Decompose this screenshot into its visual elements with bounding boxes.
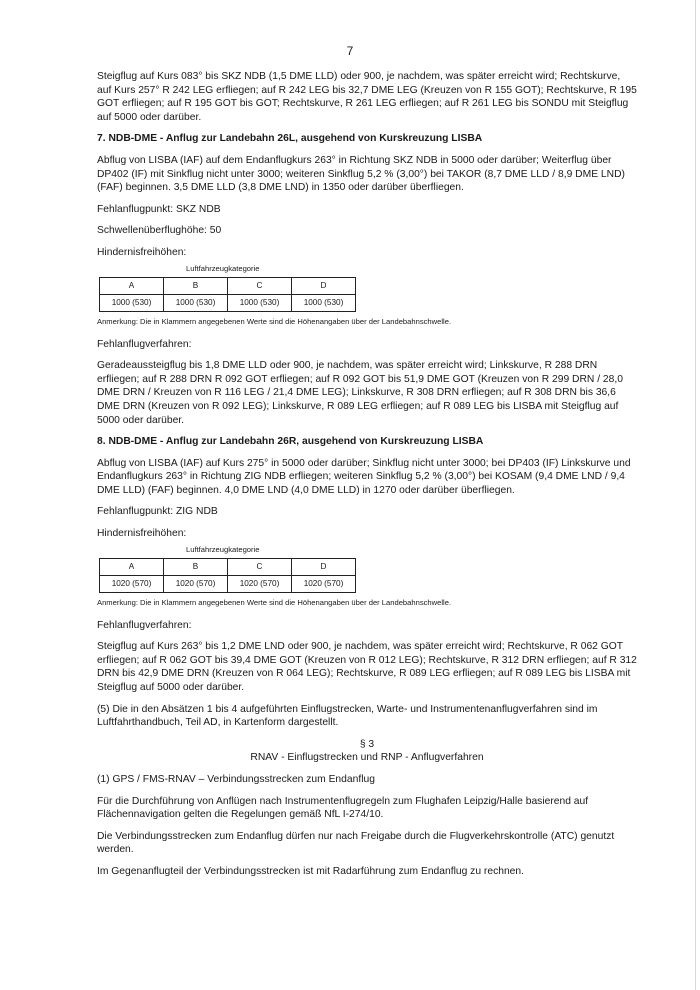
section-8-missed-approach-label: Fehlanflugverfahren:	[97, 619, 192, 631]
table-cell: 1000 (530)	[292, 294, 356, 311]
table-cell: 1000 (530)	[100, 294, 164, 311]
section-7-missed-approach-point: Fehlanflugpunkt: SKZ NDB	[97, 203, 221, 215]
section-7-obstacle-label: Hindernisfreihöhen:	[97, 246, 187, 258]
table-header-row	[100, 558, 356, 575]
table-row	[100, 294, 356, 311]
section-7-note: Anmerkung: Die in Klammern angegebenen Werte sind die Höhenangaben über der Landebahnschwelle.	[97, 316, 452, 326]
section-3-number: § 3	[359, 738, 375, 750]
section-8-table-caption: Luftfahrzeugkategorie	[186, 544, 260, 554]
table-row	[100, 575, 356, 592]
table-header-cell: C	[228, 558, 292, 575]
section-8-description: Abflug von LISBA (IAF) auf Kurs 275° in 5000 oder darüber; Sinkflug nicht unter 3000; bei DP403 (IF) Linkskurve und Endanflugkurs 263° in Richtung ZIG NDB erfliegen; weiteren Sinkflug 5,2 % (3,00°) bei KOSAM (9,4 DME LND / 9,4 DME LLD) (FAF) beginnen. 4,0 DME LND (4,0 DME LLD) in 1270 oder darüber überfliegen.	[97, 457, 631, 496]
table-header-cell: D	[292, 277, 356, 294]
table-cell: 1020 (570)	[164, 575, 228, 592]
table-header-row	[100, 277, 356, 294]
table-header-cell: D	[292, 558, 356, 575]
section-3-paragraph: Im Gegenanflugteil der Verbindungsstrecken ist mit Radarführung zum Endanflug zu rechnen.	[97, 865, 524, 877]
page-edge	[695, 0, 696, 990]
section-8-heading: 8. NDB-DME - Anflug zur Landebahn 26R, ausgehend von Kurskreuzung LISBA	[97, 436, 484, 448]
section-7-missed-approach-label: Fehlanflugverfahren:	[97, 338, 192, 350]
section-7-threshold-height: Schwellenüberflughöhe: 50	[97, 225, 222, 237]
paragraph-5: (5) Die in den Absätzen 1 bis 4 aufgeführten Einflugstrecken, Warte- und Instrumentenanflugverfahren sind im Luftfahrthandbuch, Teil AD, in Kartenform dargestellt.	[97, 703, 598, 729]
table-cell: 1000 (530)	[164, 294, 228, 311]
section-7-heading: 7. NDB-DME - Anflug zur Landebahn 26L, ausgehend von Kurskreuzung LISBA	[97, 133, 483, 145]
section-7-missed-approach-text: Geradeaussteigflug bis 1,8 DME LLD oder 900, je nachdem, was später erreicht wird; Linkskurve, R 288 DRN erfliegen; auf R 288 DRN R 092 GOT erfliegen; auf R 092 GOT bis 51,9 DME GOT (Kreuzen von R 299 DRN / 28,0 DME DRN / Kreuzen von R 116 LEG / 21,4 DME LEG); Linkskurve, R 308 DRN erfliegen; auf R 308 DRN bis 36,6 DME DRN (Kreuzen von R 092 LEG); Linkskurve, R 089 LEG erfliegen; auf R 089 LEG bis LISBA mit Steigflug auf 5000 oder darüber.	[97, 360, 623, 426]
section-3-title: RNAV - Einflugstrecken und RNP - Anflugverfahren	[250, 752, 484, 764]
table-cell: 1000 (530)	[228, 294, 292, 311]
section-7-obstacle-table	[99, 277, 356, 312]
page-number: 7	[346, 44, 354, 58]
section-3-paragraph: Die Verbindungsstrecken zum Endanflug dürfen nur nach Freigabe durch die Flugverkehrskontrolle (ATC) genutzt werden.	[97, 830, 615, 856]
table-cell: 1020 (570)	[292, 575, 356, 592]
table-cell: 1020 (570)	[228, 575, 292, 592]
table-header-cell: C	[228, 277, 292, 294]
table-header-cell: B	[164, 277, 228, 294]
section-3-subheading: (1) GPS / FMS-RNAV – Verbindungsstrecken zum Endanflug	[97, 774, 375, 785]
table-header-cell: A	[100, 277, 164, 294]
document-body	[97, 70, 637, 887]
section-8-obstacle-label: Hindernisfreihöhen:	[97, 528, 187, 540]
section-8-missed-approach-text: Steigflug auf Kurs 263° bis 1,2 DME LND oder 900, je nachdem, was später erreicht wird; Rechtskurve, R 062 GOT erfliegen; auf R 062 GOT bis 39,4 DME GOT (Kreuzen von R 012 LEG); Rechtskurve, R 312 DRN erfliegen; auf R 312 DRN bis 42,9 DME DRN (Kreuzen von R 064 LEG); Rechtskurve, R 089 LEG erfliegen; auf R 089 LEG bis LISBA mit Steigflug auf 5000 oder darüber.	[97, 641, 637, 694]
section-8-obstacle-table	[99, 558, 356, 593]
table-header-cell: B	[164, 558, 228, 575]
section-3-paragraph: Für die Durchführung von Anflügen nach Instrumentenflugregeln zum Flughafen Leipzig/Halle basierend auf Flächennavigation gelten die Regelungen gemäß NfL I-274/10.	[97, 795, 589, 821]
table-cell: 1020 (570)	[100, 575, 164, 592]
table-header-cell: A	[100, 558, 164, 575]
section-8-missed-approach-point: Fehlanflugpunkt: ZIG NDB	[97, 506, 218, 518]
section-7-description: Abflug von LISBA (IAF) auf dem Endanflugkurs 263° in Richtung SKZ NDB in 5000 oder darüber; Weiterflug über DP402 (IF) mit Sinkflug nicht unter 3000; weiteren Sinkflug 5,2 % (3,00°) bei TAKOR (8,7 DME LLD / 8,9 DME LND) (FAF) beginnen. 3,5 DME LLD (3,8 DME LND) in 1350 oder darüber überfliegen.	[97, 154, 625, 194]
section-7-table-caption: Luftfahrzeugkategorie	[186, 263, 260, 273]
section-8-note: Anmerkung: Die in Klammern angegebenen Werte sind die Höhenangaben über der Landebahnschwelle.	[97, 597, 452, 607]
intro-paragraph: Steigflug auf Kurs 083° bis SKZ NDB (1,5 DME LLD) oder 900, je nachdem, was später erreicht wird; Rechtskurve, auf Kurs 257° R 242 LEG erfliegen; auf R 242 LEG bis 32,7 DME LEG (Kreuzen von R 155 GOT); Rechtskurve, R 195 GOT erfliegen; auf R 195 GOT bis GOT; Rechtskurve, R 261 LEG erfliegen; auf R 261 LEG bis SONDU mit Steigflug auf 5000 oder darüber.	[97, 71, 637, 123]
